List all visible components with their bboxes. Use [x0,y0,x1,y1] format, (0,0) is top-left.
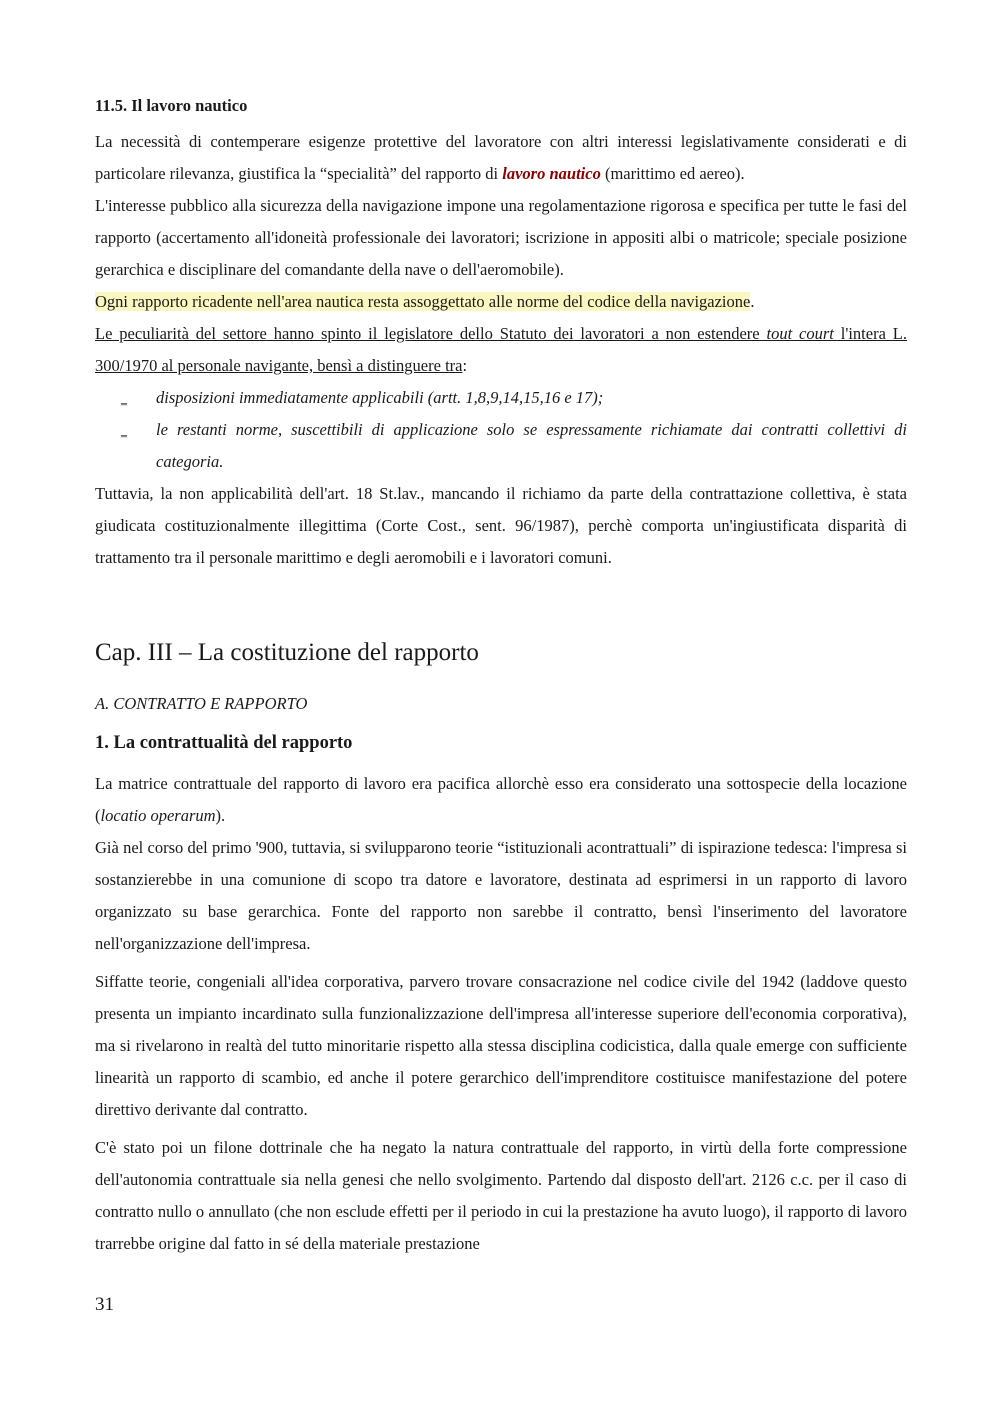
dash-bullet-icon: ‗ [121,391,127,405]
bullet-list [95,382,907,478]
paragraph: Le peculiarità del settore hanno spinto il legislatore dello Statuto dei lavoratori a non estendere tout court l'intera L. 300/1970 al personale navigante, bensì a distinguere tra: [95,324,907,375]
paragraph: La matrice contrattuale del rapporto di lavoro era pacifica allorchè esso era considerato una sottospecie della locazione (locatio operarum). [95,774,907,825]
highlighted-term: lavoro nautico [502,164,601,183]
dash-bullet-icon: ‗ [121,423,127,437]
highlighted-text: Ogni rapporto ricadente nell'area nautica resta assoggettato alle norme del codice della navigazione [95,292,751,311]
list-item: ‗ le restanti norme, suscettibili di applicazione solo se espressamente richiamate dai contratti collettivi di categoria. [95,414,907,478]
paragraph: L'interesse pubblico alla sicurezza della navigazione impone una regolamentazione rigorosa e specifica per tutte le fasi del rapporto (accertamento all'idoneità professionale dei lavoratori; iscrizione in appositi albi o matricole; speciale posizione gerarchica e disciplinare del comandante della nave o dell'aeromobile). [95,196,907,279]
paragraph: Già nel corso del primo '900, tuttavia, si svilupparono teorie “istituzionali acontrattuali” di ispirazione tedesca: l'impresa si sostanzierebbe in una comunione di scopo tra datore e lavoratore, destinata ad esprimersi in un rapporto di lavoro organizzato su base gerarchica. Fonte del rapporto non sarebbe il contratto, bensì l'inserimento del lavoratore nell'organizzazione dell'impresa. [95,838,907,953]
page-content [95,92,907,1260]
paragraph: C'è stato poi un filone dottrinale che ha negato la natura contrattuale del rapporto, in virtù della forte compressione dell'autonomia contrattuale sia nella genesi che nello svolgimento. Partendo dal disposto dell'art. 2126 c.c. per il caso di contratto nullo o annullato (che non esclude effetti per il periodo in cui la prestazione ha avuto luogo), il rapporto di lavoro trarrebbe origine dal fatto in sé della materiale prestazione [95,1138,907,1253]
heading: 1. La contrattualità del rapporto [95,733,353,753]
page-number: 31 [95,1294,114,1315]
section-title: 11.5. Il lavoro nautico [95,96,248,115]
paragraph: La necessità di contemperare esigenze protettive del lavoratore con altri interessi legislativamente considerati e di particolare rilevanza, giustifica la “specialità” del rapporto di lavoro nautico (marittimo ed aereo). [95,132,907,183]
paragraph: Ogni rapporto ricadente nell'area nautica resta assoggettato alle norme del codice della navigazione. [95,292,755,311]
underlined-text: Le peculiarità del settore hanno spinto il legislatore dello Statuto dei lavoratori a non estendere tout court l'intera L. 300/1970 al personale navigante, bensì a distinguere tra [95,324,907,375]
list-item: ‗ disposizioni immediatamente applicabili (artt. 1,8,9,14,15,16 e 17); [95,382,907,414]
paragraph: Siffatte teorie, congeniali all'idea corporativa, parvero trovare consacrazione nel codice civile del 1942 (laddove questo presenta un impianto incardinato sulla funzionalizzazione dell'impresa all'interesse superiore dell'economia corporativa), ma si rivelarono in realtà del tutto minoritarie rispetto alla stessa disciplina codicistica, dalla quale emerge con sufficiente linearità un rapporto di scambio, ed anche il potere gerarchico dell'imprenditore costituisce manifestazione del potere direttivo derivante dal contratto. [95,972,907,1119]
subsection-label: A. CONTRATTO E RAPPORTO [95,694,308,713]
paragraph: Tuttavia, la non applicabilità dell'art. 18 St.lav., mancando il richiamo da parte della contrattazione collettiva, è stata giudicata costituzionalmente illegittima (Corte Cost., sent. 96/1987), perchè comporta un'ingiustificata disparità di trattamento tra il personale marittimo e degli aeromobili e i lavoratori comuni. [95,484,907,567]
chapter-title: Cap. III – La costituzione del rapporto [95,639,479,666]
